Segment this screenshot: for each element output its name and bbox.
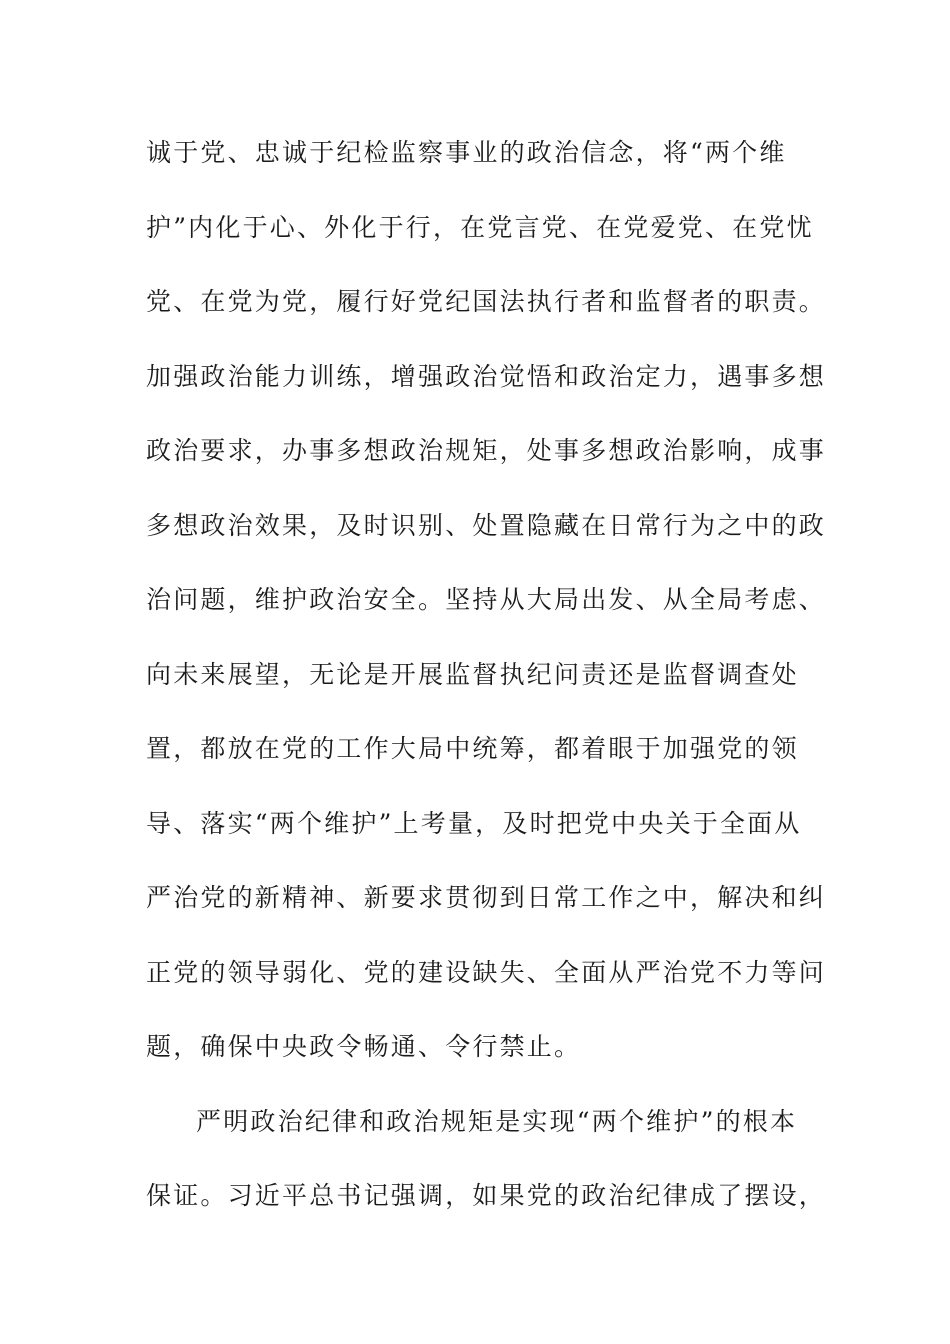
body-text	[146, 128, 827, 1246]
text-line: 党、在党为党，履行好党纪国法执行者和监督者的职责。	[146, 287, 827, 316]
text-line: 置，都放在党的工作大局中统筹，都着眼于加强党的领	[146, 734, 799, 763]
text-line: 治问题，维护政治安全。坚持从大局出发、从全局考虑、	[146, 585, 827, 614]
text-line: 正党的领导弱化、党的建设缺失、全面从严治党不力等问	[146, 957, 827, 987]
text-line: 保证。习近平总书记强调，如果党的政治纪律成了摆设，	[146, 1181, 827, 1210]
text-line: 护”内化于心、外化于行，在党言党、在党爱党、在党忧	[146, 212, 814, 242]
text-line: 多想政治效果，及时识别、处置隐藏在日常行为之中的政	[146, 510, 827, 540]
paragraph-start-line: 严明政治纪律和政治规矩是实现“两个维护”的根本	[196, 1106, 798, 1136]
text-line: 题，确保中央政令畅通、令行禁止。	[146, 1032, 582, 1061]
text-line: 诚于党、忠诚于纪检监察事业的政治信念，将“两个维	[146, 138, 787, 167]
text-line: 向未来展望，无论是开展监督执纪问责还是监督调查处	[146, 659, 799, 689]
text-line: 导、落实“两个维护”上考量，及时把党中央关于全面从	[146, 808, 802, 838]
text-line: 政治要求，办事多想政治规矩，处事多想政治影响，成事	[146, 436, 827, 465]
text-line: 加强政治能力训练，增强政治觉悟和政治定力，遇事多想	[146, 361, 827, 391]
text-line: 严治党的新精神、新要求贯彻到日常工作之中，解决和纠	[146, 883, 827, 912]
